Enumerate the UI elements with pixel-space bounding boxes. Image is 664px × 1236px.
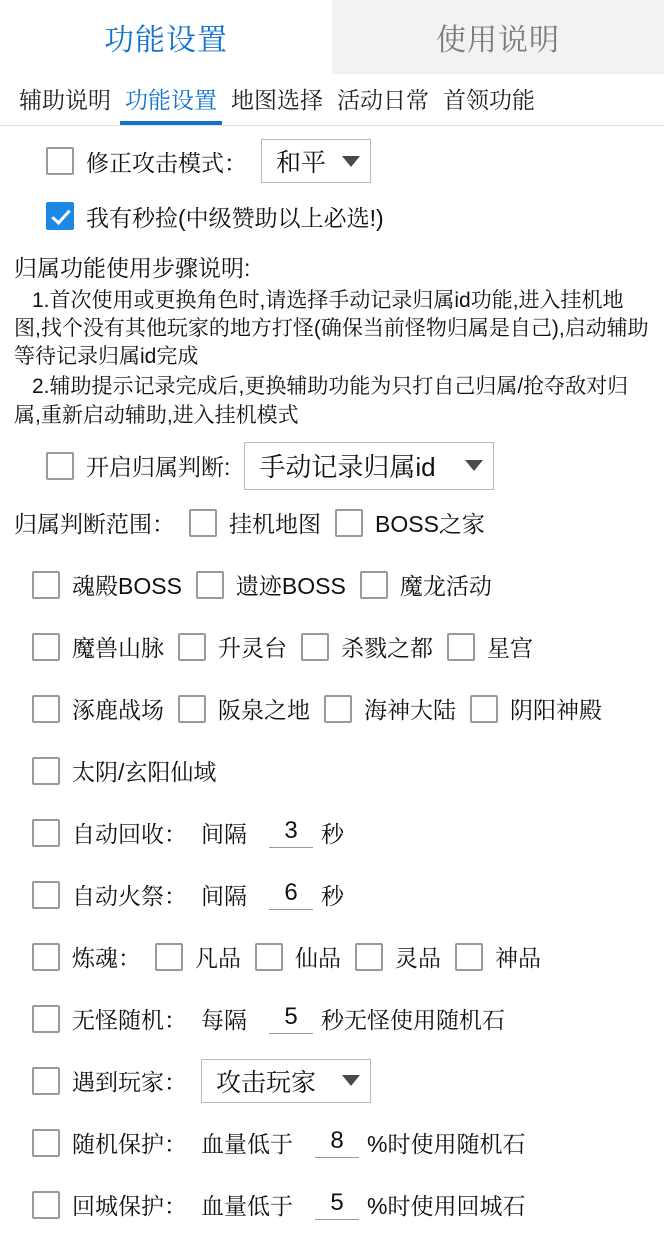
- return-protect-row: [0, 1174, 664, 1236]
- random-protect-row: [0, 1112, 664, 1174]
- steps-item-1: 1.首次使用或更换角色时,请选择手动记录归属id功能,进入挂机地图,找个没有其他玩家的地方打怪(确保当前怪物归属是自己),启动辅助等待记录归属id完成: [14, 289, 649, 369]
- top-tab-function-settings[interactable]: [0, 0, 332, 74]
- map-checkbox-zhuolu-battlefield[interactable]: [32, 695, 60, 723]
- map-row-1: [0, 554, 664, 616]
- random-protect-suffix: %时使用随机石: [367, 1131, 526, 1158]
- chevron-down-icon: [465, 460, 483, 471]
- map-row-4: [0, 740, 664, 802]
- attack-mode-checkbox[interactable]: [46, 147, 74, 175]
- map-label-soul-hall-boss: 魂殿BOSS: [72, 573, 182, 600]
- steps-title: 归属功能使用步骤说明:: [14, 255, 251, 281]
- map-checkbox-sea-god-continent[interactable]: [324, 695, 352, 723]
- map-checkbox-slaughter-city[interactable]: [301, 633, 329, 661]
- auto-recycle-interval-label: 间隔: [201, 821, 247, 848]
- sub-tab-label: 辅助说明: [19, 87, 111, 113]
- no-monster-random-suffix: 秒无怪使用随机石: [321, 1007, 505, 1034]
- refine-soul-label-common: 凡品: [195, 945, 241, 972]
- top-tab-bar: [0, 0, 664, 74]
- ownership-range-checkbox-idle-map[interactable]: [189, 509, 217, 537]
- map-label-banquan-land: 阪泉之地: [218, 697, 310, 724]
- ownership-judge-checkbox[interactable]: [46, 452, 74, 480]
- random-protect-label: 随机保护：: [72, 1131, 187, 1158]
- ownership-judge-label: 开启归属判断:: [86, 454, 231, 481]
- top-tab-label: 功能设置: [104, 24, 228, 57]
- chevron-down-icon: [342, 156, 360, 167]
- return-protect-suffix: %时使用回城石: [367, 1193, 526, 1220]
- steps-item-2: 2.辅助提示记录完成后,更换辅助功能为只打自己归属/抢夺敌对归属,重新启动辅助,进入挂机模式: [14, 375, 629, 427]
- sub-tab-bar: [0, 74, 664, 126]
- map-label-spirit-platform: 升灵台: [218, 635, 287, 662]
- map-label-demon-dragon-event: 魔龙活动: [399, 573, 492, 600]
- map-checkbox-soul-hall-boss[interactable]: [32, 571, 60, 599]
- auto-fire-unit: 秒: [321, 883, 344, 910]
- no-monster-random-input[interactable]: 5: [269, 1003, 313, 1034]
- auto-fire-interval-input[interactable]: 6: [269, 879, 313, 910]
- ownership-range-label: 归属判断范围：: [14, 511, 175, 538]
- sub-tab-label: 地图选择: [231, 87, 323, 113]
- map-label-sea-god-continent: 海神大陆: [364, 697, 456, 724]
- chevron-down-icon: [342, 1075, 360, 1086]
- map-label-yinyang-temple: 阴阳神殿: [510, 697, 602, 724]
- auto-fire-label: 自动火祭：: [72, 883, 187, 910]
- refine-soul-checkbox[interactable]: [32, 943, 60, 971]
- top-tab-instructions[interactable]: [332, 0, 664, 74]
- auto-recycle-unit: 秒: [321, 821, 344, 848]
- map-label-taiyin-xuanyang: 太阴/玄阳仙域: [72, 759, 217, 786]
- meet-player-value: 攻击玩家: [216, 1068, 317, 1097]
- sub-tab-function-settings[interactable]: [118, 82, 224, 125]
- refine-soul-checkbox-divine[interactable]: [455, 943, 483, 971]
- refine-soul-checkbox-spirit[interactable]: [355, 943, 383, 971]
- meet-player-checkbox[interactable]: [32, 1067, 60, 1095]
- random-protect-checkbox[interactable]: [32, 1129, 60, 1157]
- auto-recycle-row: [0, 802, 664, 864]
- no-monster-random-label: 无怪随机：: [72, 1007, 187, 1034]
- map-label-slaughter-city: 杀戮之都: [341, 635, 433, 662]
- map-label-zhuolu-battlefield: 涿鹿战场: [72, 697, 164, 724]
- map-row-2: [0, 616, 664, 678]
- random-protect-prefix: 血量低于: [201, 1131, 293, 1158]
- auto-fire-row: [0, 864, 664, 926]
- sub-tab-label: 功能设置: [125, 87, 217, 113]
- auto-recycle-checkbox[interactable]: [32, 819, 60, 847]
- meet-player-label: 遇到玩家：: [72, 1069, 187, 1096]
- meet-player-row: [0, 1050, 664, 1112]
- sub-tab-helper-info[interactable]: [12, 82, 118, 125]
- random-protect-input[interactable]: 8: [315, 1127, 359, 1158]
- refine-soul-checkbox-common[interactable]: [155, 943, 183, 971]
- auto-recycle-interval-input[interactable]: 3: [269, 817, 313, 848]
- map-label-star-palace: 星宫: [487, 635, 533, 662]
- map-row-3: [0, 678, 664, 740]
- attack-mode-row: [0, 126, 664, 188]
- instant-pick-checkbox[interactable]: [46, 202, 74, 230]
- ownership-judge-select[interactable]: [244, 442, 494, 490]
- refine-soul-label-divine: 神品: [495, 945, 541, 972]
- map-label-ruins-boss: 遗迹BOSS: [235, 573, 346, 600]
- map-checkbox-spirit-platform[interactable]: [178, 633, 206, 661]
- instant-pick-label: 我有秒捡(中级赞助以上必选!): [86, 204, 384, 231]
- map-checkbox-banquan-land[interactable]: [178, 695, 206, 723]
- map-checkbox-beast-mountain[interactable]: [32, 633, 60, 661]
- no-monster-random-prefix: 每隔: [201, 1007, 247, 1034]
- ownership-range-checkbox-boss-home[interactable]: [335, 509, 363, 537]
- map-checkbox-ruins-boss[interactable]: [196, 571, 224, 599]
- refine-soul-label-immortal: 仙品: [295, 945, 341, 972]
- ownership-range-label-idle-map: 挂机地图: [229, 511, 321, 538]
- refine-soul-label-spirit: 灵品: [395, 945, 441, 972]
- map-checkbox-taiyin-xuanyang[interactable]: [32, 757, 60, 785]
- no-monster-random-row: [0, 988, 664, 1050]
- meet-player-select[interactable]: [201, 1059, 371, 1103]
- attack-mode-value: 和平: [276, 149, 327, 177]
- sub-tab-label: 活动日常: [337, 87, 429, 113]
- sub-tab-label: 首领功能: [443, 87, 535, 113]
- sub-tab-boss-function[interactable]: [436, 82, 542, 125]
- return-protect-input[interactable]: 5: [315, 1189, 359, 1220]
- instant-pick-row: [0, 188, 664, 244]
- ownership-judge-row: [0, 430, 664, 492]
- return-protect-checkbox[interactable]: [32, 1191, 60, 1219]
- auto-fire-checkbox[interactable]: [32, 881, 60, 909]
- return-protect-prefix: 血量低于: [201, 1193, 293, 1220]
- map-checkbox-yinyang-temple[interactable]: [470, 695, 498, 723]
- refine-soul-label: 炼魂：: [72, 945, 141, 972]
- sub-tab-daily-activity[interactable]: [330, 82, 436, 125]
- refine-soul-row: [0, 926, 664, 988]
- ownership-range-row: [0, 492, 664, 554]
- return-protect-label: 回城保护：: [72, 1193, 187, 1220]
- attack-mode-label: 修正攻击模式：: [86, 149, 247, 176]
- no-monster-random-checkbox[interactable]: [32, 1005, 60, 1033]
- map-label-beast-mountain: 魔兽山脉: [72, 635, 164, 662]
- auto-fire-interval-label: 间隔: [201, 883, 247, 910]
- ownership-judge-value: 手动记录归属id: [259, 452, 436, 483]
- ownership-range-label-boss-home: BOSS之家: [375, 511, 485, 538]
- top-tab-label: 使用说明: [436, 24, 560, 57]
- map-checkbox-star-palace[interactable]: [447, 633, 475, 661]
- attack-mode-select[interactable]: [261, 139, 371, 183]
- map-checkbox-demon-dragon-event[interactable]: [360, 571, 388, 599]
- auto-recycle-label: 自动回收：: [72, 821, 187, 848]
- sub-tab-map-select[interactable]: [224, 82, 330, 125]
- refine-soul-checkbox-immortal[interactable]: [255, 943, 283, 971]
